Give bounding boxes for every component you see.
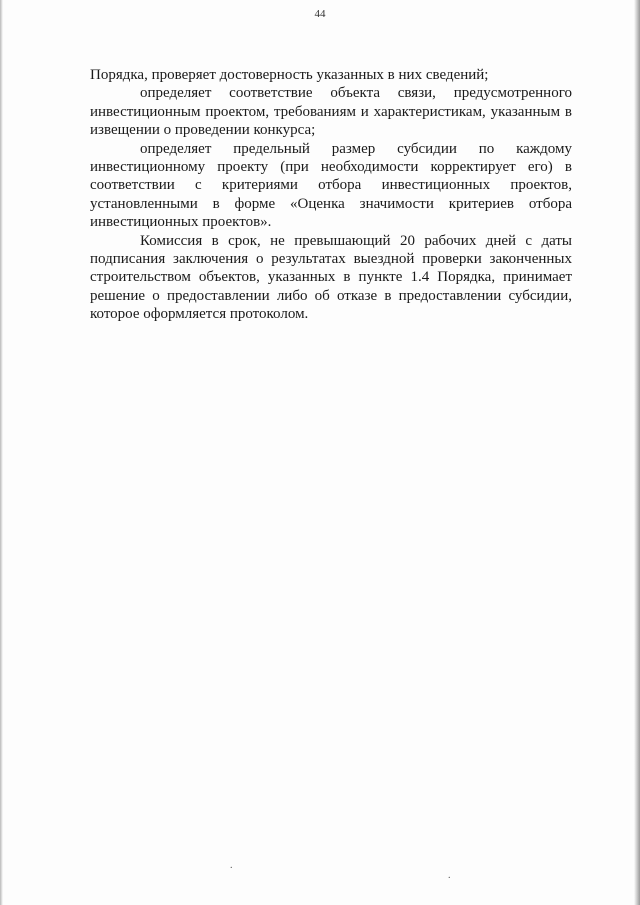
- page-number: 44: [314, 8, 326, 20]
- scan-edge-right: [634, 0, 640, 905]
- paragraph-compliance-check: определяет соответствие объекта связи, предусмотренного инвестиционным проектом, требованиям и характеристикам, указанным в извещении о проведении конкурса;: [90, 85, 572, 139]
- paragraph-commission-decision: Комиссия в срок, не превышающий 20 рабочих дней с даты подписания заключения о результатах выездной проверки законченных строительством объектов, указанных в пункте 1.4 Порядка, принимает решение о предоставлении либо об отказе в предоставлении субсидии, которое оформляется протоколом.: [90, 232, 572, 323]
- paragraph-subsidy-limit: определяет предельный размер субсидии по каждому инвестиционному проекту (при необходимости корректирует его) в соответствии с критериями отбора инвестиционных проектов, установленными в форме «Оценка значимости критериев отбора инвестиционных проектов».: [90, 140, 572, 231]
- scan-speck-left: .: [230, 860, 233, 871]
- scan-edge-left: [0, 0, 3, 905]
- scan-speck-right: .: [448, 870, 451, 881]
- document-body: [90, 66, 572, 324]
- paragraph-continuation: Порядка, проверяет достоверность указанных в них сведений;: [90, 67, 489, 83]
